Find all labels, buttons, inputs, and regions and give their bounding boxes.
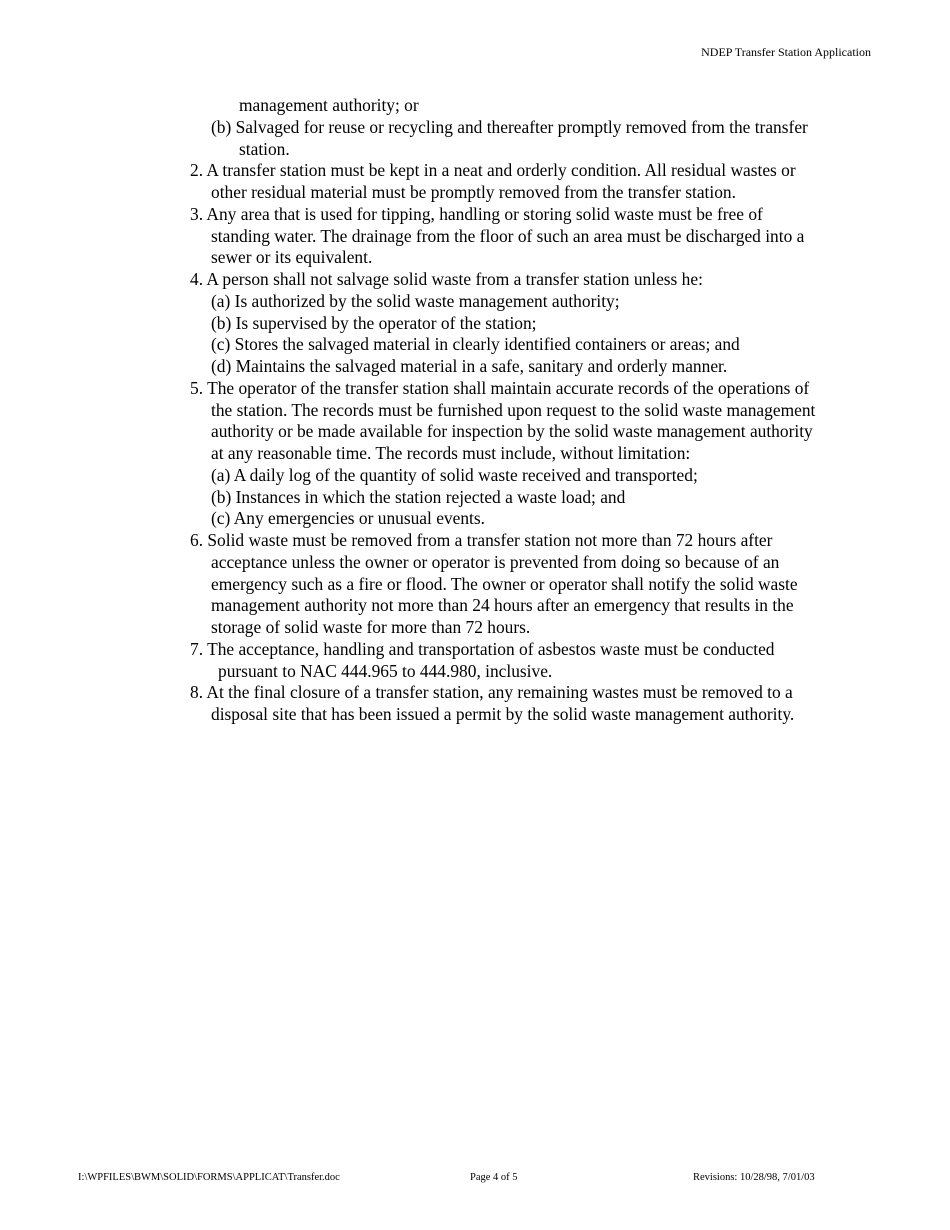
list-item-line: 4. A person shall not salvage solid waste from a transfer station unless he: — [190, 269, 703, 289]
list-item-line: (b) Salvaged for reuse or recycling and thereafter promptly removed from the transfer — [211, 116, 808, 137]
footer-page-number: Page 4 of 5 — [470, 1172, 518, 1183]
list-item-line: (c) Any emergencies or unusual events. — [211, 508, 485, 529]
list-item-line: 6. Solid waste must be removed from a transfer station not more than 72 hours after — [190, 530, 773, 550]
list-item-line: management authority not more than 24 hours after an emergency that results in the — [211, 595, 794, 616]
list-item-line: (a) Is authorized by the solid waste management authority; — [211, 290, 620, 311]
list-item-line: standing water. The drainage from the floor of such an area must be discharged into a — [211, 225, 805, 246]
list-item-line: emergency such as a fire or flood. The owner or operator shall notify the solid waste — [211, 573, 798, 594]
list-item-line: 2. A transfer station must be kept in a neat and orderly condition. All residual wastes or — [190, 160, 796, 181]
list-item-line: 8. At the final closure of a transfer station, any remaining wastes must be removed to a — [190, 682, 793, 703]
list-item-line: (b) Instances in which the station rejected a waste load; and — [211, 486, 626, 507]
list-item-line: 7. The acceptance, handling and transportation of asbestos waste must be conducted — [190, 638, 775, 659]
list-item-line: sewer or its equivalent. — [211, 247, 373, 268]
list-item-line: disposal site that has been issued a permit by the solid waste management authority. — [211, 704, 795, 724]
list-item-line: (b) Is supervised by the operator of the station; — [211, 312, 537, 333]
list-item-line: management authority; or — [239, 95, 419, 115]
footer-revisions: Revisions: 10/28/98, 7/01/03 — [693, 1172, 815, 1183]
list-item-line: acceptance unless the owner or operator is prevented from doing so because of an — [211, 551, 780, 572]
page-header-title: NDEP Transfer Station Application — [701, 45, 871, 59]
list-item-line: authority or be made available for inspection by the solid waste management authority — [211, 421, 813, 442]
list-item-line: 3. Any area that is used for tipping, handling or storing solid waste must be free of — [190, 203, 763, 224]
list-item-line: pursuant to NAC 444.965 to 444.980, inclusive. — [218, 660, 553, 681]
list-item-line: station. — [239, 138, 290, 159]
footer-file-path: I:\WPFILES\BWM\SOLID\FORMS\APPLICAT\Transfer.doc — [78, 1172, 340, 1183]
list-item-line: 5. The operator of the transfer station shall maintain accurate records of the operations of — [190, 377, 810, 398]
list-item-line: at any reasonable time. The records must include, without limitation: — [211, 443, 691, 463]
list-item-line: storage of solid waste for more than 72 hours. — [211, 617, 531, 637]
list-item-line: other residual material must be promptly removed from the transfer station. — [211, 182, 736, 202]
list-item-line: (d) Maintains the salvaged material in a safe, sanitary and orderly manner. — [211, 356, 728, 376]
list-item-line: the station. The records must be furnished upon request to the solid waste management — [211, 399, 816, 420]
list-item-line: (a) A daily log of the quantity of solid waste received and transported; — [211, 464, 698, 485]
list-item-line: (c) Stores the salvaged material in clearly identified containers or areas; and — [211, 334, 740, 355]
